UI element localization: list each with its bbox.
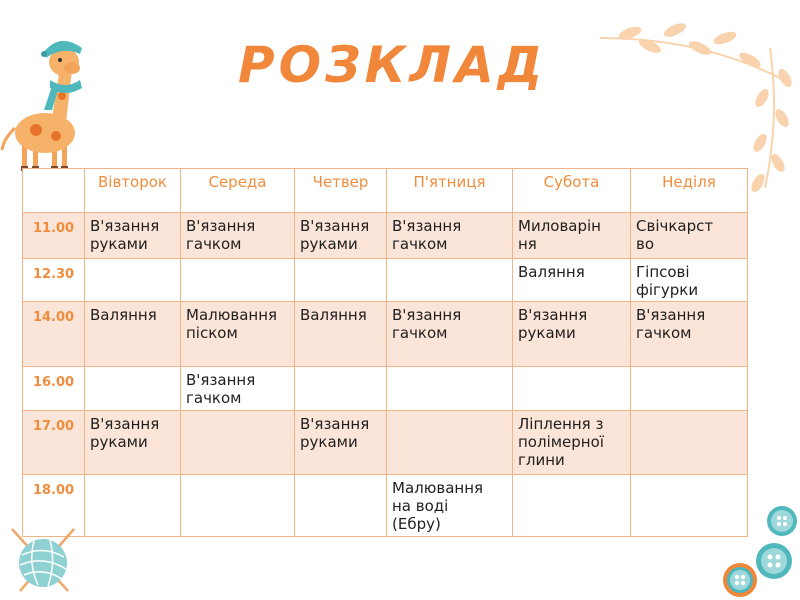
- day-header: Середа: [181, 169, 295, 213]
- class-cell: Гіпсові фігурки: [631, 259, 748, 302]
- day-header: Вівторок: [85, 169, 181, 213]
- class-cell: Малювання піском: [181, 302, 295, 367]
- class-cell: [85, 259, 181, 302]
- class-cell: [181, 259, 295, 302]
- table-row: [23, 302, 748, 367]
- day-header: Неділя: [631, 169, 748, 213]
- corner-cell: [23, 169, 85, 213]
- class-cell: В'язання руками: [513, 302, 631, 367]
- table-row: [23, 411, 748, 475]
- class-cell: Ліплення з полімерної глини: [513, 411, 631, 475]
- sewing-button-icon: [755, 542, 793, 580]
- class-cell: [631, 475, 748, 537]
- table-row: [23, 367, 748, 411]
- class-cell: В'язання гачком: [181, 367, 295, 411]
- class-cell: В'язання гачком: [387, 213, 513, 259]
- table-row: [23, 475, 748, 537]
- class-cell: [387, 259, 513, 302]
- table-row: [23, 259, 748, 302]
- class-cell: [85, 475, 181, 537]
- class-cell: [181, 411, 295, 475]
- time-cell: 14.00: [23, 302, 85, 367]
- class-cell: [513, 475, 631, 537]
- time-cell: 17.00: [23, 411, 85, 475]
- time-cell: 16.00: [23, 367, 85, 411]
- class-cell: [295, 367, 387, 411]
- class-cell: Малювання на воді (Ебру): [387, 475, 513, 537]
- class-cell: В'язання гачком: [631, 302, 748, 367]
- schedule-table: [22, 168, 748, 537]
- time-cell: 12.30: [23, 259, 85, 302]
- class-cell: Валяння: [295, 302, 387, 367]
- table-row: [23, 213, 748, 259]
- day-header: Субота: [513, 169, 631, 213]
- class-cell: В'язання гачком: [181, 213, 295, 259]
- header-row: [23, 169, 748, 213]
- class-cell: В'язання руками: [295, 213, 387, 259]
- class-cell: [631, 411, 748, 475]
- class-cell: Свічкарст во: [631, 213, 748, 259]
- class-cell: [387, 411, 513, 475]
- class-cell: В'язання руками: [295, 411, 387, 475]
- day-header: Четвер: [295, 169, 387, 213]
- class-cell: В'язання руками: [85, 213, 181, 259]
- giraffe-illustration: [0, 18, 95, 173]
- yarn-ball-illustration: [8, 525, 78, 595]
- sewing-button-icon: [722, 562, 758, 598]
- class-cell: [181, 475, 295, 537]
- time-cell: 18.00: [23, 475, 85, 537]
- class-cell: Валяння: [85, 302, 181, 367]
- time-cell: 11.00: [23, 213, 85, 259]
- class-cell: [631, 367, 748, 411]
- class-cell: [295, 475, 387, 537]
- class-cell: Миловарін ня: [513, 213, 631, 259]
- class-cell: [85, 367, 181, 411]
- sewing-button-icon: [766, 505, 798, 537]
- class-cell: В'язання гачком: [387, 302, 513, 367]
- class-cell: [513, 367, 631, 411]
- class-cell: Валяння: [513, 259, 631, 302]
- page-title: РОЗКЛАД: [238, 36, 547, 94]
- class-cell: [295, 259, 387, 302]
- day-header: П'ятниця: [387, 169, 513, 213]
- class-cell: [387, 367, 513, 411]
- class-cell: В'язання руками: [85, 411, 181, 475]
